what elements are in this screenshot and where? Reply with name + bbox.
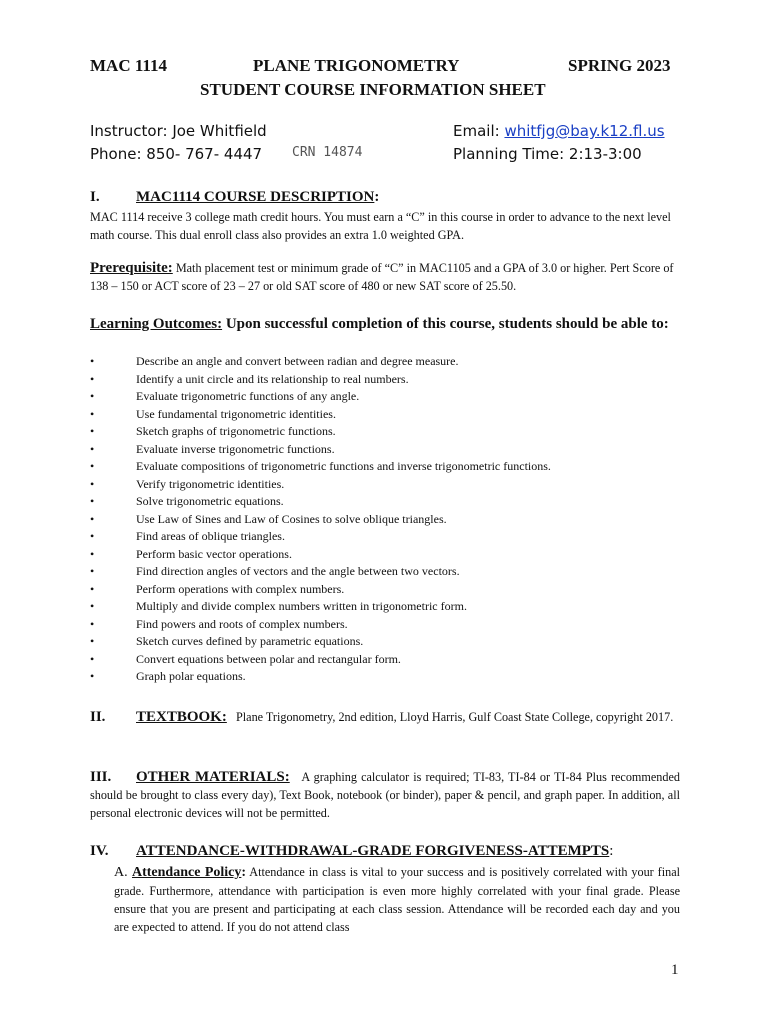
learning-outcome-text: Solve trigonometric equations. [136,494,284,508]
subsection-letter: A. [114,865,132,880]
email-row [453,122,665,140]
bullet-icon: • [90,459,95,473]
section-number: IV. [90,843,109,859]
section-title: MAC1114 COURSE DESCRIPTION [136,189,375,205]
prerequisite-paragraph [90,260,680,295]
textbook-body: Plane Trigonometry, 2nd edition, Lloyd Harris, Gulf Coast State College, copyright 2017. [236,710,674,724]
bullet-icon: • [90,634,95,648]
section-number: I. [90,189,100,205]
instructor-phone: Phone: 850- 767- 4447 [90,145,263,163]
bullet-icon: • [90,441,95,456]
section-number: II. [90,709,106,725]
learning-outcome-item [90,493,690,511]
learning-outcome-item [90,546,690,564]
section-number: III. [90,769,112,785]
page-number: 1 [671,962,679,978]
bullet-icon: • [90,476,95,491]
learning-outcome-item [90,371,690,389]
learning-outcome-text: Find powers and roots of complex numbers. [136,616,348,631]
learning-outcome-text: Find direction angles of vectors and the angle between two vectors. [136,564,460,578]
crn-number: CRN 14874 [292,145,363,160]
subsection-colon: : [241,865,247,880]
learning-outcome-text: Perform operations with complex numbers. [136,581,345,596]
learning-outcome-item [90,476,690,494]
learning-outcome-text: Describe an angle and convert between radian and degree measure. [136,354,459,368]
bullet-icon: • [90,616,95,631]
learning-outcome-text: Evaluate trigonometric functions of any angle. [136,389,360,403]
learning-outcome-item [90,406,690,424]
learning-outcomes-lead: Upon successful completion of this course, students should be able to: [222,316,669,332]
learning-outcome-text: Verify trigonometric identities. [136,476,285,491]
bullet-icon: • [90,564,95,578]
course-description: MAC 1114 receive 3 college math credit hours. You must earn a “C” in this course in order to advance to the next level math course. This dual enroll class also provides an extra 1.0 weighted GPA. [90,210,671,242]
planning-time: Planning Time: 2:13-3:00 [453,145,642,163]
section-colon: : [609,843,614,859]
bullet-icon: • [90,389,95,403]
bullet-icon: • [90,511,95,526]
learning-outcome-text: Evaluate compositions of trigonometric functions and inverse trigonometric functions. [136,459,551,473]
learning-outcome-text: Use Law of Sines and Law of Cosines to solve oblique triangles. [136,511,447,526]
prerequisite-body: Math placement test or minimum grade of “C” in MAC1105 and a GPA of 3.0 or higher. Pert Score of 138 – 150 or ACT score of 23 – 27 or old SAT score of 480 or new SAT score of 25.50. [90,261,674,293]
section-3-paragraph [90,768,680,822]
bullet-icon: • [90,529,95,543]
learning-outcome-item [90,651,690,669]
document-subtitle: STUDENT COURSE INFORMATION SHEET [200,80,546,99]
learning-outcome-text: Sketch curves defined by parametric equations. [136,634,364,648]
learning-outcome-item [90,581,690,599]
bullet-icon: • [90,371,95,386]
learning-outcome-item [90,668,690,686]
bullet-icon: • [90,354,95,368]
learning-outcome-item [90,388,690,406]
learning-outcome-text: Graph polar equations. [136,669,246,683]
section-title: OTHER MATERIALS: [136,769,290,785]
learning-outcome-item [90,528,690,546]
bullet-icon: • [90,669,95,683]
section-1-heading [90,189,379,206]
learning-outcomes-list [90,353,690,686]
materials-body: A graphing calculator is required; TI-83, TI-84 or TI-84 Plus recommended should be brought to class every day), Text Book, notebook (or binder), paper & pencil, and graph paper. In addition, all personal electronic devices will not be permitted. [90,770,680,820]
learning-outcome-item [90,633,690,651]
learning-outcome-text: Evaluate inverse trigonometric functions. [136,441,335,456]
learning-outcome-item [90,511,690,529]
learning-outcome-text: Identify a unit circle and its relationship to real numbers. [136,371,409,386]
attendance-policy-label: Attendance Policy [132,865,242,880]
learning-outcome-text: Multiply and divide complex numbers written in trigonometric form. [136,599,467,613]
learning-outcomes-heading [90,314,680,334]
attendance-policy-paragraph [114,863,680,936]
section-title: ATTENDANCE-WITHDRAWAL-GRADE FORGIVENESS-ATTEMPTS [136,843,610,859]
email-link[interactable]: whitfjg@bay.k12.fl.us [504,122,665,140]
bullet-icon: • [90,581,95,596]
email-label: Email: [453,122,500,140]
learning-outcome-item [90,441,690,459]
bullet-icon: • [90,406,95,421]
instructor-name: Instructor: Joe Whitfield [90,122,267,140]
learning-outcome-text: Sketch graphs of trigonometric functions. [136,424,336,438]
learning-outcome-item [90,616,690,634]
section-4-heading [90,843,613,860]
bullet-icon: • [90,494,95,508]
learning-outcome-text: Convert equations between polar and rectangular form. [136,651,401,666]
attendance-policy-body: Attendance in class is vital to your success and is positively correlated with your final grade. Furthermore, attendance with participation is even more highly correlated with your final grade. Please ensure that you are present and participating at each class session. Attendance will be recorded each day and you are expected to attend. If you do not attend class [114,865,680,934]
learning-outcome-item [90,563,690,581]
learning-outcome-text: Find areas of oblique triangles. [136,529,285,543]
learning-outcome-item [90,458,690,476]
prerequisite-label: Prerequisite: [90,260,173,276]
learning-outcomes-label: Learning Outcomes: [90,316,223,332]
bullet-icon: • [90,546,95,561]
learning-outcome-item [90,353,690,371]
bullet-icon: • [90,424,95,438]
learning-outcome-item [90,423,690,441]
course-title: PLANE TRIGONOMETRY [253,56,460,75]
section-title: TEXTBOOK: [136,709,227,725]
learning-outcome-text: Use fundamental trigonometric identities. [136,406,336,421]
course-code: MAC 1114 [90,56,167,75]
learning-outcome-item [90,598,690,616]
bullet-icon: • [90,651,95,666]
term: SPRING 2023 [568,56,671,75]
learning-outcome-text: Perform basic vector operations. [136,546,292,561]
section-2-paragraph [90,708,680,727]
bullet-icon: • [90,599,95,613]
section-colon: : [374,189,380,205]
